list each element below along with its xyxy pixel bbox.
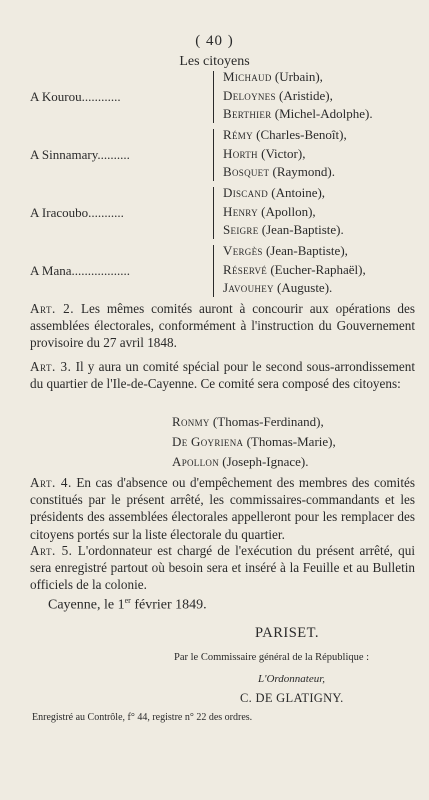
given-names: (Urbain),	[271, 69, 323, 84]
name-entry	[223, 163, 347, 182]
article-2	[30, 300, 415, 352]
article-text: En cas d'absence ou d'empêchement des membres des comités constitués par le présent arrêté, les commissaires-commandants et les présidents des assemblées électorales appelleront pour les remplacer des citoyens portés sur la liste électorale du quartier.	[30, 475, 415, 542]
given-names: (Jean-Baptiste).	[258, 222, 344, 237]
name-entry	[223, 261, 366, 280]
name-entry	[223, 145, 347, 164]
names-list	[223, 126, 347, 182]
surname: Berthier	[223, 106, 272, 121]
surname: Deloynes	[223, 87, 276, 103]
surname: Henry	[223, 203, 258, 219]
ordonnateur-name: C. DE GLATIGNY.	[240, 691, 344, 705]
place-label: A Mana..................	[30, 263, 131, 278]
place-group-iracoubo	[30, 184, 410, 242]
given-names: (Michel-Adolphe).	[271, 106, 373, 121]
name-entry	[223, 221, 344, 240]
surname: Réservé	[223, 261, 268, 277]
names-list	[223, 68, 373, 124]
given-names: (Jean-Baptiste),	[262, 243, 348, 258]
surname: Horth	[223, 145, 258, 161]
given-names: (Eucher-Raphaël),	[267, 261, 366, 277]
given-names: (Victor),	[257, 145, 306, 161]
article-label: Art. 5.	[30, 543, 73, 558]
ordonnateur-title: L'Ordonnateur,	[258, 673, 326, 685]
article-3	[30, 358, 415, 392]
name-entry	[223, 203, 344, 222]
surname: Apollon	[172, 454, 219, 469]
given-names: (Thomas-Marie),	[243, 434, 336, 449]
place-label: A Iracoubo...........	[30, 205, 124, 220]
date-suffix: février 1849.	[130, 597, 207, 613]
member-entry	[172, 412, 336, 432]
member-entry	[172, 432, 336, 452]
date-prefix: Cayenne, le 1	[48, 597, 125, 613]
name-entry	[223, 242, 366, 261]
given-names: (Apollon),	[257, 203, 316, 219]
brace	[213, 187, 219, 239]
given-names: (Aristide),	[275, 87, 333, 103]
surname: Vergès	[223, 243, 263, 258]
surname: Ronmy	[172, 414, 210, 429]
page-number: ( 40 )	[195, 33, 234, 49]
given-names: (Charles-Benoît),	[252, 127, 347, 142]
surname: Bosquet	[223, 164, 270, 179]
date-superscript: er	[124, 596, 131, 605]
surname: Michaud	[223, 69, 272, 84]
surname: Javouhey	[223, 280, 274, 295]
names-list	[223, 184, 344, 240]
article-label: Art. 3.	[30, 359, 72, 374]
names-list	[223, 242, 366, 298]
article-text: Les mêmes comités auront à concourir aux opérations des assemblées électorales, conformément à l'instruction du Gouvernement provisoire du 27 avril 1848.	[30, 301, 416, 351]
place-label: A Sinnamary..........	[30, 147, 130, 162]
article-3-members	[172, 412, 336, 472]
given-names: (Antoine),	[268, 185, 326, 200]
name-entry	[223, 87, 373, 106]
signature-pariset: PARISET.	[255, 625, 320, 641]
intro-line: Les citoyens	[179, 54, 250, 69]
surname: Rémy	[223, 127, 253, 142]
places-list	[30, 68, 410, 300]
given-names: (Raymond).	[269, 164, 335, 179]
brace	[213, 71, 219, 123]
place-group-mana	[30, 242, 410, 300]
place-group-sinnamary	[30, 126, 410, 184]
place-label: A Kourou............	[30, 89, 121, 104]
name-entry	[223, 184, 344, 203]
article-5	[30, 542, 415, 594]
given-names: (Joseph-Ignace).	[219, 454, 309, 469]
article-text: Il y aura un comité spécial pour le second sous-arrondissement du quartier de l'Ile-de-Cayenne. Ce comité sera composé des citoyens:	[30, 359, 416, 392]
article-4	[30, 474, 415, 543]
name-entry	[223, 68, 373, 87]
given-names: (Auguste).	[273, 280, 333, 295]
surname: De Goyriena	[172, 434, 244, 449]
article-text: L'ordonnateur est chargé de l'exécution du présent arrêté, qui sera enregistré partout où besoin sera et inséré à la Feuille et au Bulletin officiels de la colonie.	[30, 543, 415, 593]
registration-line: Enregistré au Contrôle, f° 44, registre n° 22 des ordres.	[32, 712, 253, 723]
surname: Seigre	[223, 222, 259, 237]
brace	[213, 245, 219, 297]
member-entry	[172, 452, 336, 472]
article-label: Art. 2.	[30, 301, 75, 316]
name-entry	[223, 105, 373, 124]
place-group-kourou	[30, 68, 410, 126]
name-entry	[223, 126, 347, 145]
date-line	[48, 596, 207, 614]
name-entry	[223, 279, 366, 298]
given-names: (Thomas-Ferdinand),	[209, 414, 324, 429]
commissioner-line: Par le Commissaire général de la République :	[174, 652, 370, 663]
surname: Discand	[223, 185, 268, 200]
article-label: Art. 4.	[30, 475, 72, 490]
brace	[213, 129, 219, 181]
